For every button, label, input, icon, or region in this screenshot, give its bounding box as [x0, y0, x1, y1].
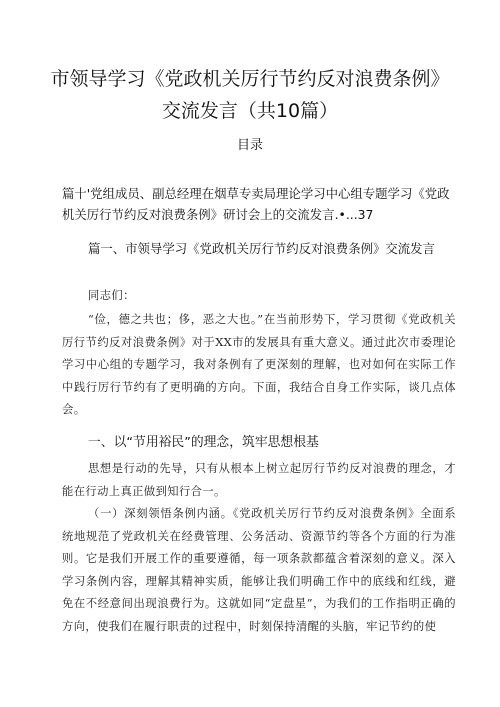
toc-item[interactable]: 篇一、市领导学习《党政机关厉行节约反对浪费条例》交流发言: [88, 241, 435, 256]
document-title-line-2: 交流发言（共10篇）: [161, 100, 339, 122]
toc-item[interactable]: 篇十'党组成员、副总经理在烟草专卖局理论学习中心组专题学习《党政机关厉行节约反对浪费条例》研讨会上的交流发言.•...37: [62, 186, 450, 222]
body-paragraph: “俭，德之共也；侈，恶之大也。”在当前形势下，学习贯彻《党政机关厉行节约反对浪费条例》对于XX市的发展具有重大意义。通过此次市委理论学习中心组的专题学习，我对条例有了更深刻的理解，也对如何在实际工作中践行厉行节约有了更明确的方向。下面，我结合自身工作实际，谈几点体会。: [62, 313, 456, 417]
toc-heading: 目录: [236, 138, 263, 153]
greeting: 同志们：: [88, 289, 135, 302]
document-title-line-1: 市领导学习《党政机关厉行节约反对浪费条例》: [50, 68, 450, 90]
body-paragraph: （一）深刻领悟条例内涵。《党政机关厉行节约反对浪费条例》全面系统地规范了党政机关在经费管理、公务活动、资源节约等各个方面的行为准则。它是我们开展工作的重要遵循，每一项条款都蕴含着深刻的意义。深入学习条例内容，理解其精神实质，能够让我们明确工作中的底线和红线，避免在不经意间出现浪费行为。这就如同“定盘星”，为我们的工作指明正确的方向，使我们在履行职责的过程中，时刻保持清醒的头脑，牢记节约的使: [62, 507, 456, 633]
section-heading: 一、以“节用裕民”的理念，筑牢思想根基: [88, 435, 319, 450]
body-paragraph: 思想是行动的先导，只有从根本上树立起厉行节约反对浪费的理念，才能在行动上真正做到知行合一。: [62, 462, 456, 498]
